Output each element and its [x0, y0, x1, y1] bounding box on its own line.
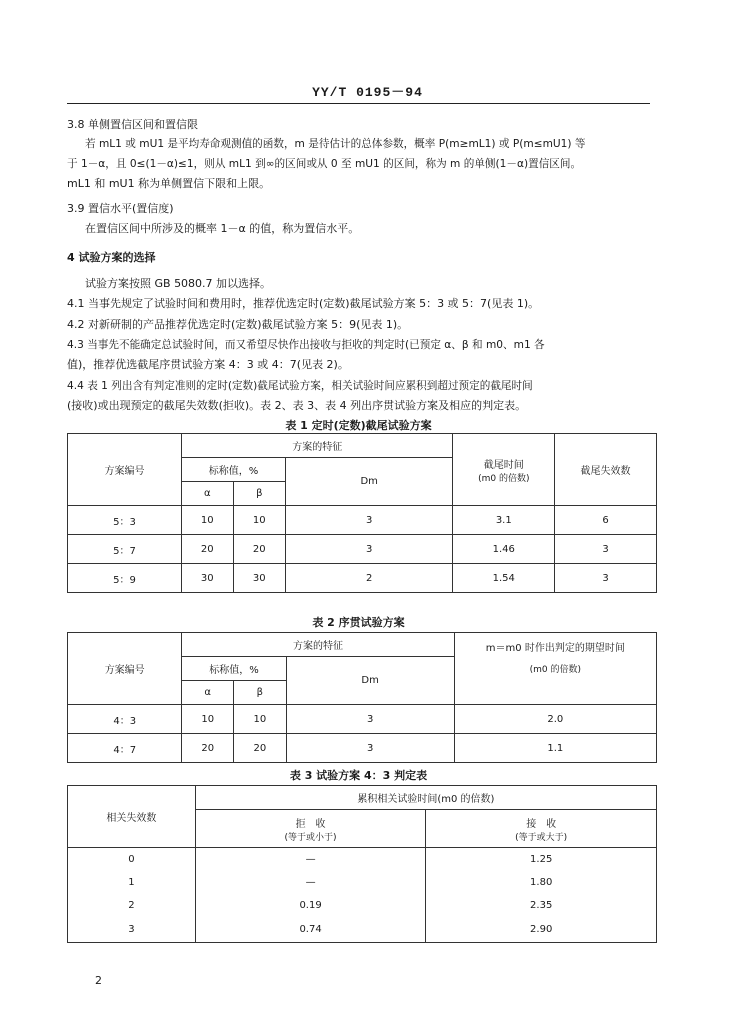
- section-4-3-line2: 值)，推荐优选截尾序贯试验方案 4：3 或 4：7(见表 2)。: [67, 358, 349, 371]
- table3-cell-accept: 1.25: [426, 848, 657, 871]
- table1-cell-time: 1.46: [453, 535, 555, 564]
- table1-header-nominal: 标称值，%: [182, 458, 286, 482]
- table-row: [68, 894, 657, 917]
- table1: [67, 433, 657, 593]
- section-4-1: 4.1 当事先规定了试验时间和费用时，推荐优选定时(定数)截尾试验方案 5：3 或 5：7(见表 1)。: [67, 297, 540, 310]
- table2-header-alpha: α: [182, 681, 234, 705]
- table1-cell-alpha: 10: [182, 506, 234, 535]
- table3-cell-fail: 3: [68, 917, 196, 943]
- table1-caption: 表 1 定时(定数)截尾试验方案: [285, 419, 432, 432]
- section-3-9-title: 3.9 置信水平(置信度): [67, 202, 174, 215]
- table1-header-time-label: 截尾时间: [483, 459, 524, 471]
- table1-cell-fail: 3: [555, 535, 657, 564]
- table1-cell-beta: 20: [233, 535, 285, 564]
- table-row: [68, 506, 657, 535]
- table3-cell-reject: 0.74: [195, 917, 426, 943]
- table3-cell-accept: 2.35: [426, 894, 657, 917]
- table1-cell-fail: 3: [555, 564, 657, 593]
- table1-cell-alpha: 20: [182, 535, 234, 564]
- table-row: [68, 871, 657, 894]
- table-row: [68, 734, 657, 763]
- table2-cell-dm: 3: [286, 734, 454, 763]
- table3-cell-accept: 1.80: [426, 871, 657, 894]
- section-3-8-line3: mL1 和 mU1 称为单侧置信下限和上限。: [67, 177, 271, 190]
- page-header: YY/T 0195－94: [312, 85, 423, 100]
- section-3-9-line1: 在置信区间中所涉及的概率 1－α 的值，称为置信水平。: [85, 222, 360, 235]
- section-4-4-line1: 4.4 表 1 列出含有判定准则的定时(定数)截尾试验方案，相关试验时间应累积到超过预定的截尾时间: [67, 380, 533, 392]
- table2-header-time-label: m＝m0 时作出判定的期望时间: [485, 643, 625, 654]
- section-3-8-line1: 若 mL1 或 mU1 是平均寿命观测值的函数，m 是待估计的总体参数，概率 P(m≥mL1) 或 P(m≤mU1) 等: [85, 138, 586, 150]
- table2-header-beta: β: [234, 681, 287, 705]
- table3-header-fail: 相关失效数: [68, 786, 196, 848]
- table1-cell-beta: 10: [233, 506, 285, 535]
- table-row: [68, 564, 657, 593]
- header-rule: [67, 103, 650, 104]
- table1-header-plan: 方案编号: [68, 434, 182, 506]
- table-row: [68, 848, 657, 871]
- table2-cell-time: 1.1: [454, 734, 656, 763]
- table2-caption: 表 2 序贯试验方案: [312, 616, 405, 629]
- table1-header-feature: 方案的特征: [182, 434, 453, 458]
- table1-header-time: [453, 434, 555, 506]
- table1-cell-fail: 6: [555, 506, 657, 535]
- table2-cell-time: 2.0: [454, 705, 656, 734]
- table1-cell-time: 3.1: [453, 506, 555, 535]
- table3-header-reject-sub: (等于或小于): [284, 832, 337, 843]
- table2-header-plan: 方案编号: [68, 633, 182, 705]
- table2-cell-alpha: 20: [182, 734, 234, 763]
- table1-cell-dm: 3: [285, 506, 452, 535]
- table1-cell-plan: 5：9: [68, 564, 182, 593]
- table-row: [68, 705, 657, 734]
- table1-cell-beta: 30: [233, 564, 285, 593]
- table3-cell-fail: 1: [68, 871, 196, 894]
- table1-cell-dm: 3: [285, 535, 452, 564]
- table1-cell-alpha: 30: [182, 564, 234, 593]
- table1-cell-plan: 5：3: [68, 506, 182, 535]
- table3-cell-reject: —: [195, 848, 426, 871]
- section-3-8-title: 3.8 单侧置信区间和置信限: [67, 118, 198, 131]
- table1-header-beta: β: [233, 482, 285, 506]
- table2: [67, 632, 657, 763]
- table1-cell-time: 1.54: [453, 564, 555, 593]
- table2-header-nominal: 标称值，%: [182, 657, 286, 681]
- table3-header-reject-label: 拒 收: [295, 818, 326, 830]
- table2-cell-plan: 4：3: [68, 705, 182, 734]
- table2-cell-alpha: 10: [182, 705, 234, 734]
- table2-cell-dm: 3: [286, 705, 454, 734]
- table3-cell-reject: 0.19: [195, 894, 426, 917]
- table2-cell-beta: 20: [234, 734, 287, 763]
- section-4-4-line2: (接收)或出现预定的截尾失效数(拒收)。表 2、表 3、表 4 列出序贯试验方案及相应的判定表。: [67, 399, 527, 412]
- table1-cell-dm: 2: [285, 564, 452, 593]
- table2-cell-plan: 4：7: [68, 734, 182, 763]
- table3: [67, 785, 657, 943]
- table3-caption: 表 3 试验方案 4：3 判定表: [289, 769, 428, 782]
- table1-header-time-unit: (m0 的倍数): [478, 473, 530, 484]
- section-4-3-line1: 4.3 当事先不能确定总试验时间，而又希望尽快作出接收与拒收的判定时(已预定 α、β 和 m0、m1 各: [67, 339, 545, 351]
- table-row: [68, 917, 657, 943]
- section-4-title: 4 试验方案的选择: [67, 251, 156, 264]
- section-3-8-line2: 于 1－α，且 0≤(1－α)≤1，则从 mL1 到∞的区间或从 0 至 mU1 的区间，称为 m 的单侧(1－α)置信区间。: [67, 158, 582, 170]
- table3-cell-fail: 0: [68, 848, 196, 871]
- table2-header-dm: Dm: [286, 657, 454, 705]
- table3-header-accept-sub: (等于或大于): [515, 832, 568, 843]
- table2-cell-beta: 10: [234, 705, 287, 734]
- table3-cell-reject: —: [195, 871, 426, 894]
- page-number: 2: [95, 974, 102, 987]
- table1-header-dm: Dm: [285, 458, 452, 506]
- table2-header-time: [454, 633, 656, 705]
- table3-header-accept-label: 接 收: [526, 818, 557, 830]
- table2-header-feature: 方案的特征: [182, 633, 454, 657]
- table3-header-accept: [426, 810, 657, 848]
- section-4-intro: 试验方案按照 GB 5080.7 加以选择。: [85, 277, 272, 290]
- table3-header-cum: 累积相关试验时间(m0 的倍数): [195, 786, 656, 810]
- table-row: [68, 535, 657, 564]
- table1-cell-plan: 5：7: [68, 535, 182, 564]
- table3-cell-accept: 2.90: [426, 917, 657, 943]
- table2-header-time-unit: (m0 的倍数): [529, 665, 582, 675]
- table3-header-reject: [195, 810, 426, 848]
- section-4-2: 4.2 对新研制的产品推荐优选定时(定数)截尾试验方案 5：9(见表 1)。: [67, 318, 409, 331]
- table1-header-alpha: α: [182, 482, 234, 506]
- table1-header-fail: 截尾失效数: [555, 434, 657, 506]
- table3-cell-fail: 2: [68, 894, 196, 917]
